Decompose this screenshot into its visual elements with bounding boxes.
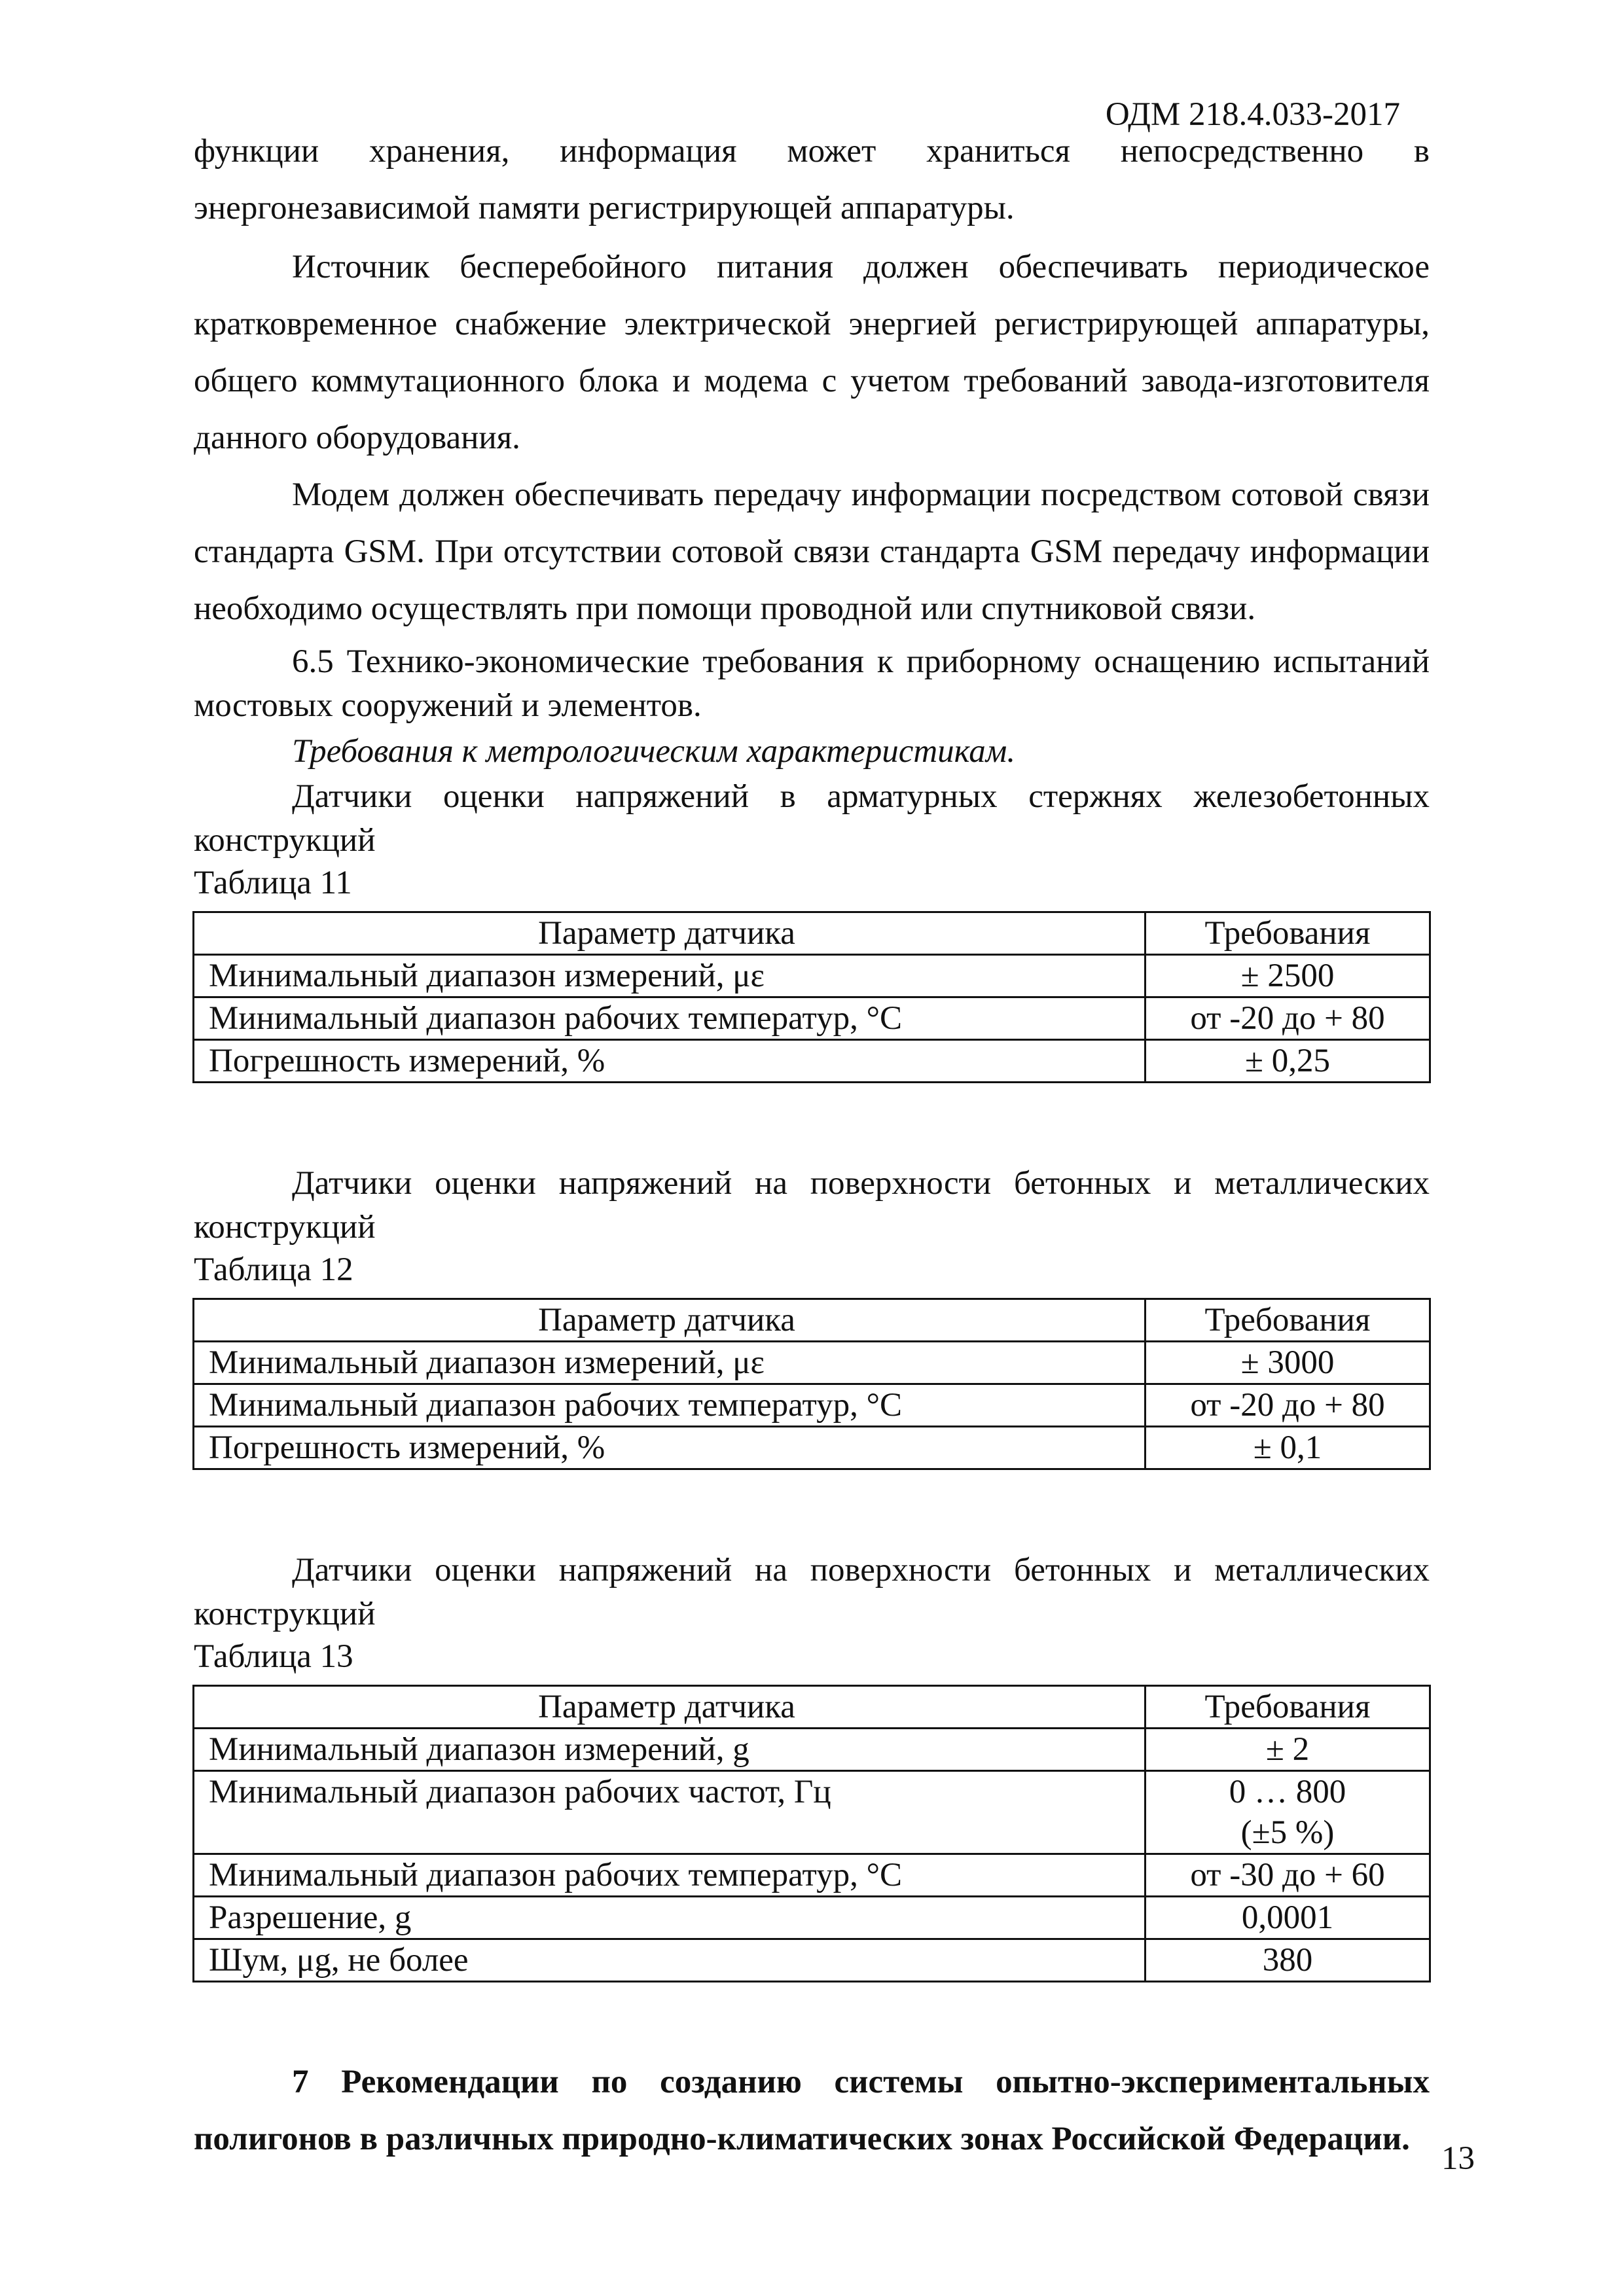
table-13 [192,1685,1431,1982]
header-parameter: Параметр датчика [194,1299,1146,1342]
header-requirements: Требования [1146,912,1430,955]
document-code: ОДМ 218.4.033-2017 [1105,96,1400,133]
header-requirements: Требования [1146,1686,1430,1729]
table-row [194,1854,1430,1897]
table-11-intro: Датчики оценки напряжений в арматурных стержнях железобетонных конструкций [194,778,1430,859]
requirement-cell: ± 2 [1146,1729,1430,1771]
parameter-cell: Минимальный диапазон измерений, g [194,1729,1146,1771]
table-row [194,1427,1430,1469]
table-11 [192,911,1431,1083]
table-11-caption: Таблица 11 [194,865,352,901]
parameter-cell: Минимальный диапазон рабочих частот, Гц [194,1771,1146,1854]
section-7-heading: 7 Рекомендации по созданию системы опытно-экспериментальных полигонов в различных природно-климатических зонах Российской Федерации. [194,2064,1430,2157]
parameter-cell: Шум, μg, не более [194,1939,1146,1982]
table-header-row [194,1299,1430,1342]
table-row [194,955,1430,997]
table-row [194,1771,1430,1854]
requirement-cell: ± 0,1 [1146,1427,1430,1469]
parameter-cell: Погрешность измерений, % [194,1040,1146,1083]
paragraph-metrology-heading: Требования к метрологическим характеристикам. [292,733,1016,770]
requirement-cell [1146,1771,1430,1854]
table-row [194,1040,1430,1083]
requirement-cell: ± 2500 [1146,955,1430,997]
table-row [194,1384,1430,1427]
requirement-cell: ± 3000 [1146,1342,1430,1384]
table-12-caption: Таблица 12 [194,1251,353,1288]
parameter-cell: Минимальный диапазон измерений, με [194,1342,1146,1384]
parameter-cell: Минимальный диапазон рабочих температур, °С [194,1854,1146,1897]
paragraph-ups: Источник бесперебойного питания должен обеспечивать периодическое кратковременное снабжение электрической энергией регистрирующей аппаратуры, общего коммутационного блока и модема с учетом требований завода-изготовителя данного оборудования. [194,249,1430,456]
requirement-cell: от -30 до + 60 [1146,1854,1430,1897]
parameter-cell: Разрешение, g [194,1897,1146,1939]
page-number: 13 [1441,2140,1475,2177]
requirement-cell: ± 0,25 [1146,1040,1430,1083]
parameter-cell: Погрешность измерений, % [194,1427,1146,1469]
table-row [194,1729,1430,1771]
paragraph-modem: Модем должен обеспечивать передачу информации посредством сотовой связи стандарта GSM. При отсутствии сотовой связи стандарта GSM передачу информации необходимо осуществлять при помощи проводной или спутниковой связи. [194,476,1430,627]
requirement-cell: от -20 до + 80 [1146,1384,1430,1427]
requirement-cell: 380 [1146,1939,1430,1982]
table-header-row [194,1686,1430,1729]
parameter-cell: Минимальный диапазон рабочих температур, °С [194,1384,1146,1427]
paragraph-continuation-line1: функции хранения, информация может храниться непосредственно в [194,133,1430,170]
requirement-cell: от -20 до + 80 [1146,997,1430,1040]
table-13-caption: Таблица 13 [194,1638,353,1675]
requirement-cell: 0,0001 [1146,1897,1430,1939]
paragraph-section-6-5: 6.5 Технико-экономические требования к приборному оснащению испытаний мостовых сооружений и элементов. [194,643,1430,724]
table-row [194,1897,1430,1939]
parameter-cell: Минимальный диапазон измерений, με [194,955,1146,997]
header-requirements: Требования [1146,1299,1430,1342]
parameter-cell: Минимальный диапазон рабочих температур, °С [194,997,1146,1040]
table-13-intro: Датчики оценки напряжений на поверхности бетонных и металлических конструкций [194,1552,1430,1632]
table-row [194,997,1430,1040]
header-parameter: Параметр датчика [194,1686,1146,1729]
table-row [194,1342,1430,1384]
table-12-intro: Датчики оценки напряжений на поверхности бетонных и металлических конструкций [194,1165,1430,1246]
table-row [194,1939,1430,1982]
paragraph-continuation-line2: энергонезависимой памяти регистрирующей аппаратуры. [194,190,1015,226]
header-parameter: Параметр датчика [194,912,1146,955]
requirement-cell-text: 0 … 800 (±5 %) [1229,1774,1346,1851]
table-12 [192,1298,1431,1470]
table-header-row [194,912,1430,955]
